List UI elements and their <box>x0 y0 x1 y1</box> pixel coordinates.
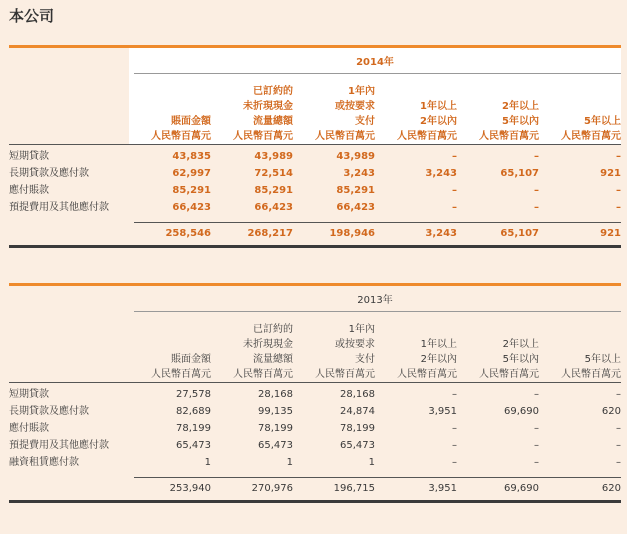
column-header-line: 人民幣百萬元 <box>561 369 621 380</box>
column-header-line: 5年以上 <box>584 354 621 365</box>
total-cell: 253,940 <box>169 483 211 494</box>
row-label: 預提費用及其他應付款 <box>9 440 109 451</box>
year-label: 2013年 <box>357 295 393 306</box>
table-cell: – <box>616 202 621 213</box>
column-header-line: 賬面金額 <box>171 354 211 365</box>
table-cell: 66,423 <box>254 202 293 213</box>
table-cell: 78,199 <box>340 423 375 434</box>
table-2014 <box>9 45 621 248</box>
total-cell: 921 <box>600 228 621 239</box>
table-cell: – <box>616 185 621 196</box>
table-cell: 24,874 <box>340 406 375 417</box>
total-cell: 69,690 <box>504 483 539 494</box>
table-cell: 3,243 <box>425 168 457 179</box>
column-header <box>293 84 375 144</box>
table-cell: 28,168 <box>258 389 293 400</box>
column-header <box>129 114 211 144</box>
column-header-line: 2年以內 <box>420 116 457 127</box>
column-headers <box>9 74 621 144</box>
table-cell: – <box>534 440 539 451</box>
table-cell: – <box>534 423 539 434</box>
column-header <box>375 337 457 382</box>
table-cell: 3,243 <box>343 168 375 179</box>
column-header-line: 未折現現金 <box>243 339 293 350</box>
column-header-line: 未折現現金 <box>243 101 293 112</box>
table-cell: 99,135 <box>258 406 293 417</box>
row-label: 應付賬款 <box>9 423 49 434</box>
table-2013 <box>9 283 621 503</box>
year-label: 2014年 <box>356 57 394 68</box>
table-cell: 82,689 <box>176 406 211 417</box>
table-row <box>9 386 621 403</box>
table-cell: 921 <box>600 168 621 179</box>
column-header-line: 人民幣百萬元 <box>151 131 211 142</box>
table-cell: 27,578 <box>176 389 211 400</box>
table-cell: – <box>452 185 457 196</box>
column-header-line: 支付 <box>355 116 375 127</box>
column-header-line: 流量總額 <box>253 116 293 127</box>
total-cell: 270,976 <box>251 483 293 494</box>
column-header-line: 或按要求 <box>335 339 375 350</box>
column-header-line: 1年以上 <box>420 101 457 112</box>
column-header-line: 人民幣百萬元 <box>479 131 539 142</box>
column-header-line: 人民幣百萬元 <box>479 369 539 380</box>
table-cell: – <box>452 389 457 400</box>
row-label: 應付賬款 <box>9 185 49 196</box>
row-label: 預提費用及其他應付款 <box>9 202 109 213</box>
table-header <box>9 286 621 382</box>
table-cell: – <box>452 202 457 213</box>
column-header-line: 1年以上 <box>420 339 457 350</box>
table-cell: 65,107 <box>500 168 539 179</box>
column-header-line: 或按要求 <box>335 101 375 112</box>
column-header-line: 人民幣百萬元 <box>315 131 375 142</box>
table-cell: – <box>616 440 621 451</box>
table-cell: – <box>616 423 621 434</box>
total-cell: 3,243 <box>425 228 457 239</box>
column-header <box>211 322 293 382</box>
table-cell: 85,291 <box>254 185 293 196</box>
column-header-line: 流量總額 <box>253 354 293 365</box>
column-header <box>211 84 293 144</box>
column-header-line: 人民幣百萬元 <box>315 369 375 380</box>
table-row <box>9 420 621 437</box>
total-cell: 3,951 <box>428 483 457 494</box>
table-row <box>9 148 621 165</box>
table-cell: 1 <box>286 457 293 468</box>
table-cell: 43,989 <box>254 151 293 162</box>
column-header <box>457 337 539 382</box>
table-cell: 43,835 <box>172 151 211 162</box>
table-cell: 65,473 <box>176 440 211 451</box>
column-header <box>457 99 539 144</box>
column-header <box>539 352 621 382</box>
table-cell: 28,168 <box>340 389 375 400</box>
page-title: 本公司 <box>9 7 55 25</box>
table-cell: 65,473 <box>340 440 375 451</box>
table-cell: – <box>534 185 539 196</box>
table-row <box>9 454 621 471</box>
column-header-line: 人民幣百萬元 <box>233 369 293 380</box>
table-cell: – <box>616 151 621 162</box>
table-header <box>9 48 621 144</box>
table-cell: – <box>452 457 457 468</box>
table-cell: 69,690 <box>504 406 539 417</box>
table-cell: – <box>534 202 539 213</box>
table-cell: 85,291 <box>172 185 211 196</box>
table-cell: 3,951 <box>428 406 457 417</box>
table-row <box>9 182 621 199</box>
table-row <box>9 165 621 182</box>
table-cell: 66,423 <box>172 202 211 213</box>
table-bottom-rule <box>9 245 621 248</box>
total-cell: 198,946 <box>329 228 375 239</box>
table-body <box>9 145 621 216</box>
column-header-line: 支付 <box>355 354 375 365</box>
table-cell: 66,423 <box>336 202 375 213</box>
table-cell: 78,199 <box>258 423 293 434</box>
table-row <box>9 199 621 216</box>
column-header-line: 人民幣百萬元 <box>151 369 211 380</box>
column-header-line: 人民幣百萬元 <box>397 369 457 380</box>
table-cell: – <box>534 389 539 400</box>
column-header-line: 5年以內 <box>502 354 539 365</box>
row-label: 短期貸款 <box>9 389 49 400</box>
column-header-line: 5年以上 <box>584 116 621 127</box>
table-row <box>9 437 621 454</box>
column-header <box>375 99 457 144</box>
column-header-line: 已訂約的 <box>253 324 293 335</box>
total-row <box>9 478 621 500</box>
column-header-line: 人民幣百萬元 <box>233 131 293 142</box>
row-label: 長期貸款及應付款 <box>9 406 89 417</box>
table-cell: 43,989 <box>336 151 375 162</box>
table-cell: – <box>616 389 621 400</box>
column-header <box>293 322 375 382</box>
column-header-line: 2年以內 <box>420 354 457 365</box>
table-cell: 78,199 <box>176 423 211 434</box>
total-row <box>9 223 621 245</box>
table-bottom-rule <box>9 500 621 503</box>
table-cell: – <box>452 423 457 434</box>
table-cell: 62,997 <box>172 168 211 179</box>
table-cell: – <box>452 440 457 451</box>
row-label: 短期貸款 <box>9 151 49 162</box>
column-header-line: 人民幣百萬元 <box>397 131 457 142</box>
column-header <box>129 352 211 382</box>
table-cell: 1 <box>368 457 375 468</box>
table-cell: 65,473 <box>258 440 293 451</box>
table-body <box>9 383 621 471</box>
table-cell: 85,291 <box>336 185 375 196</box>
column-headers <box>9 312 621 382</box>
row-label: 長期貸款及應付款 <box>9 168 89 179</box>
column-header-line: 賬面金額 <box>171 116 211 127</box>
column-header-line: 2年以上 <box>502 101 539 112</box>
row-label: 融資租賃應付款 <box>9 457 79 468</box>
table-row <box>9 403 621 420</box>
table-cell: 1 <box>204 457 211 468</box>
column-header-line: 1年內 <box>348 86 375 97</box>
table-cell: – <box>534 457 539 468</box>
total-cell: 258,546 <box>165 228 211 239</box>
column-header <box>539 114 621 144</box>
column-header-line: 1年內 <box>348 324 375 335</box>
table-cell: – <box>616 457 621 468</box>
table-cell: 620 <box>601 406 621 417</box>
total-cell: 65,107 <box>500 228 539 239</box>
column-header-line: 已訂約的 <box>253 86 293 97</box>
table-cell: – <box>534 151 539 162</box>
table-cell: 72,514 <box>254 168 293 179</box>
column-header-line: 5年以內 <box>502 116 539 127</box>
column-header-line: 人民幣百萬元 <box>561 131 621 142</box>
column-header-line: 2年以上 <box>502 339 539 350</box>
total-cell: 268,217 <box>247 228 293 239</box>
total-cell: 196,715 <box>333 483 375 494</box>
table-cell: – <box>452 151 457 162</box>
total-cell: 620 <box>601 483 621 494</box>
